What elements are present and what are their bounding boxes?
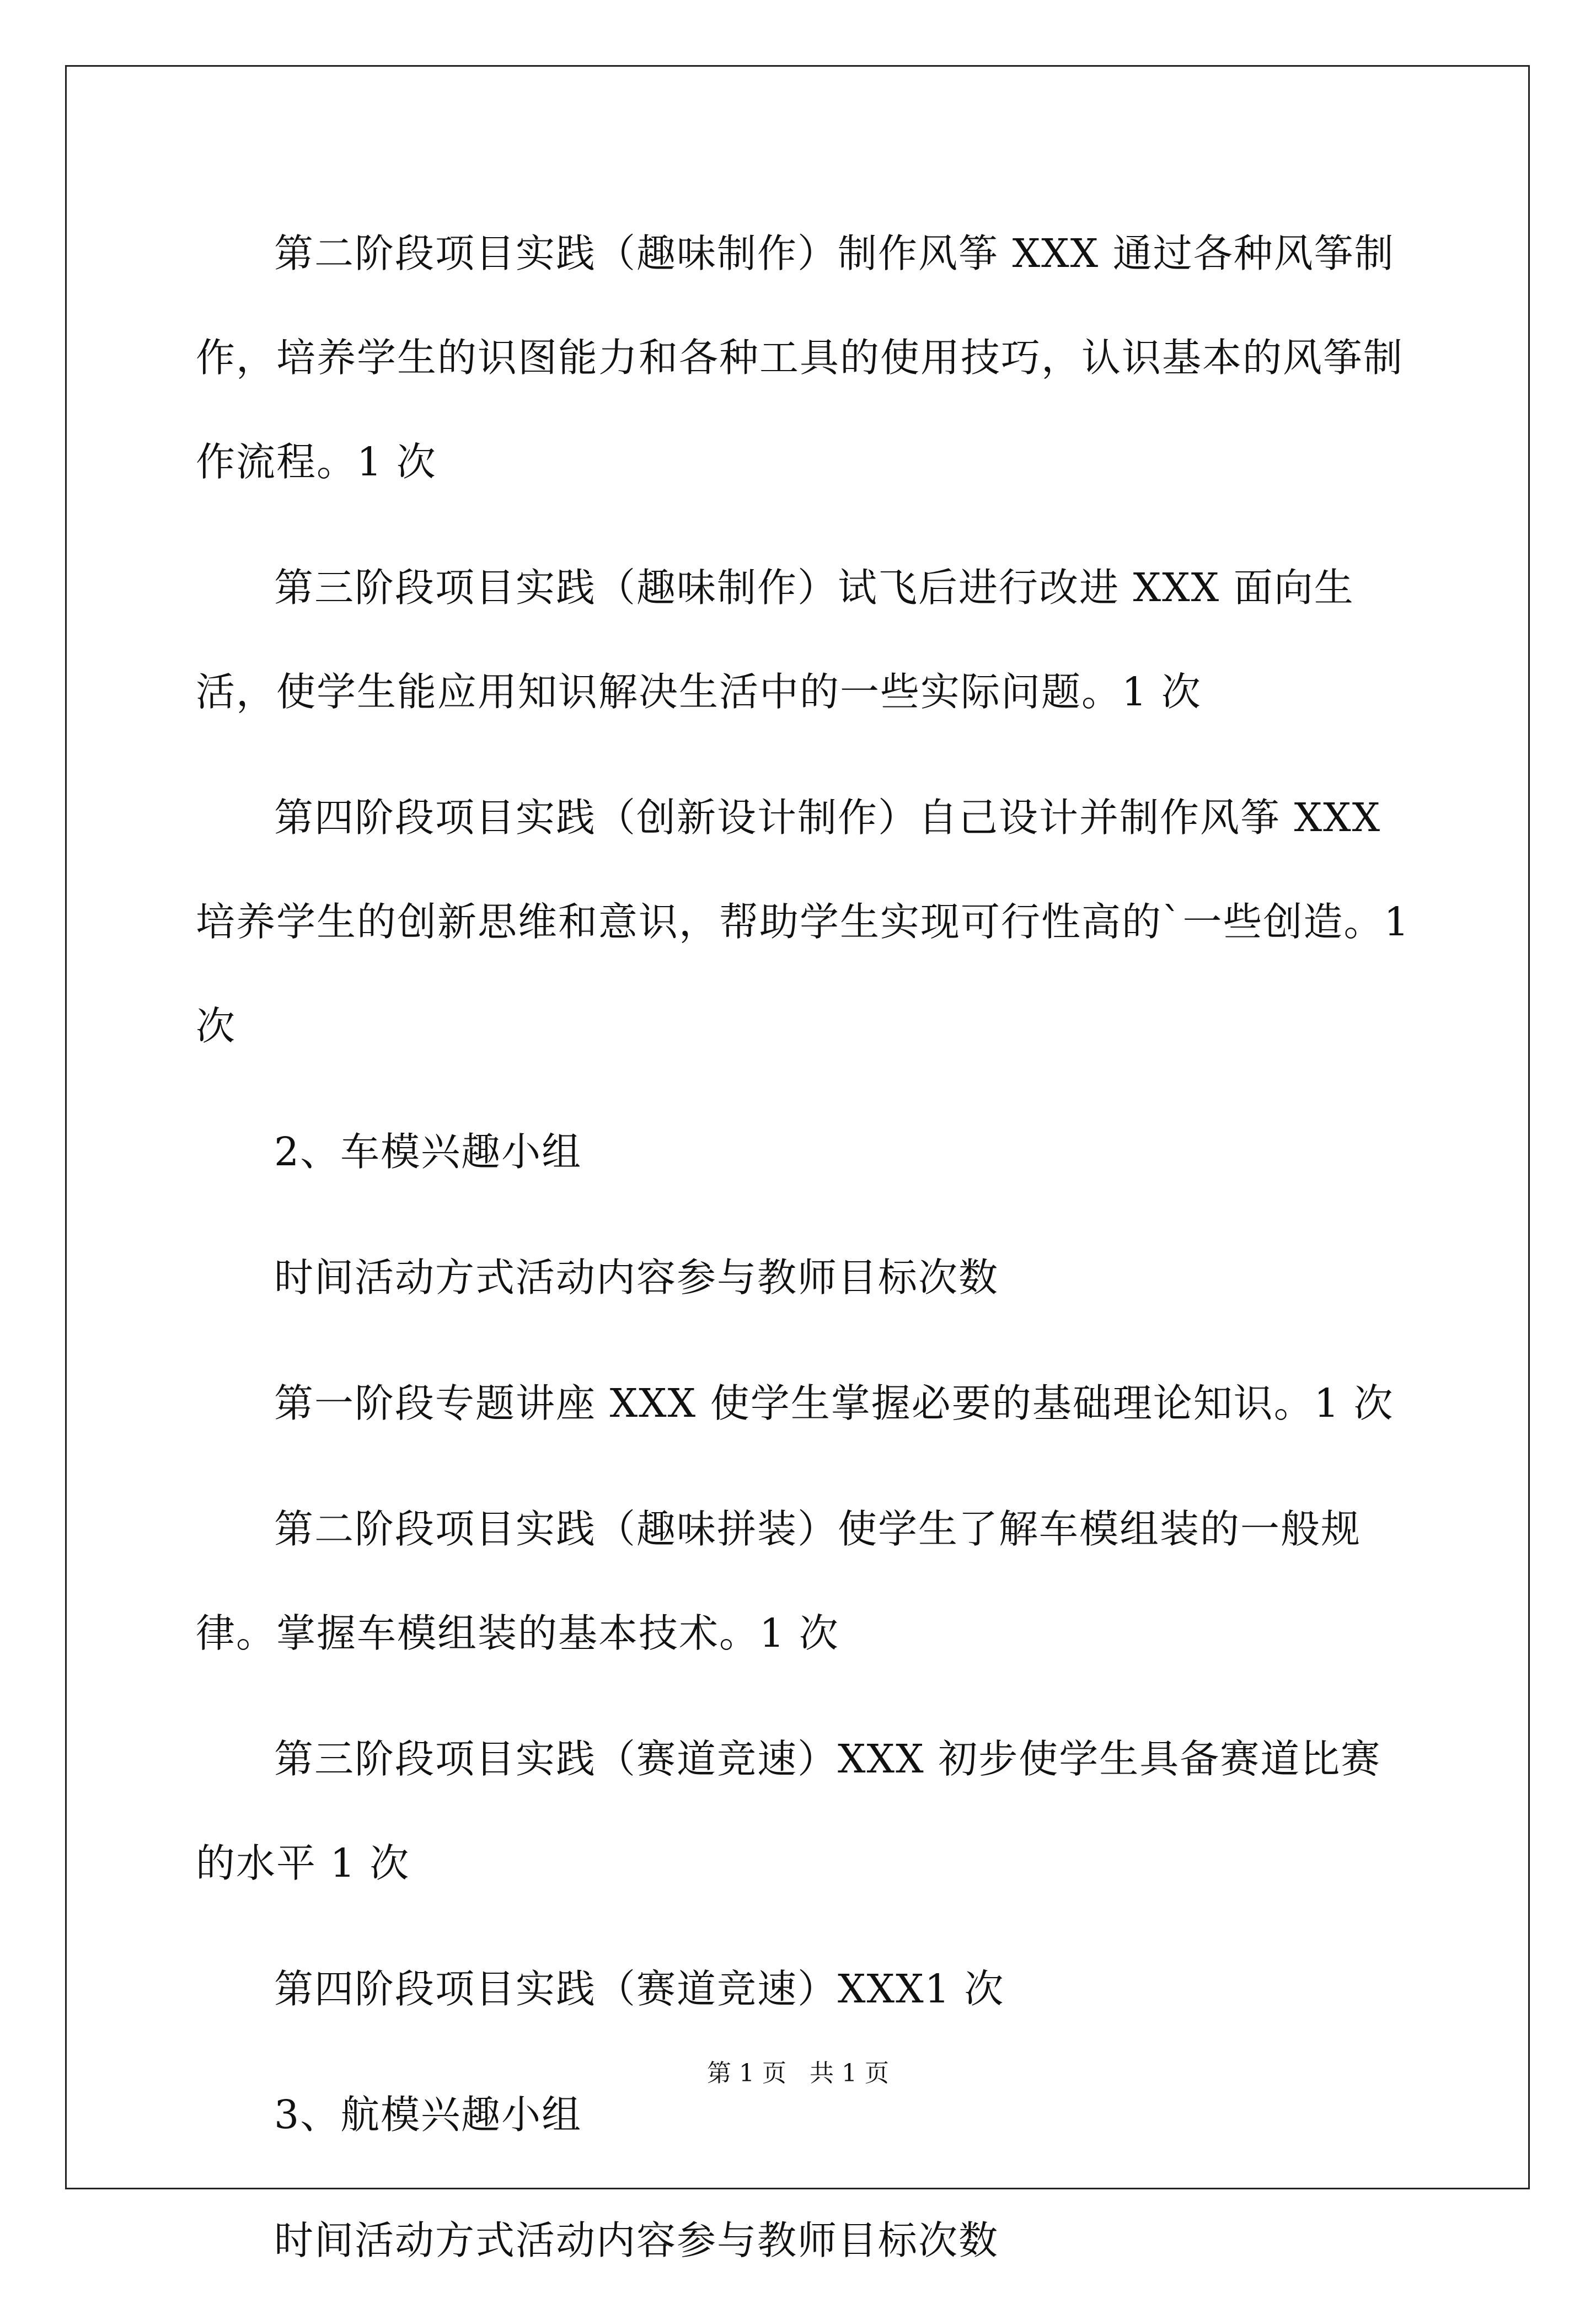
page-number-total: 共 1 页 xyxy=(810,2059,889,2087)
heading-car-model-group: 2、车模兴趣小组 xyxy=(274,1129,582,1175)
table-header-car-model: 时间活动方式活动内容参与教师目标次数 xyxy=(274,1255,999,1300)
paragraph-kite-stage-3: 第三阶段项目实践（趣味制作）试飞后进行改进 XXX 面向生活，使学生能应用知识解决生活中的一些实际问题。1 次 xyxy=(196,565,1354,715)
page-footer xyxy=(0,2057,1596,2090)
document-body xyxy=(196,201,1417,2314)
heading-aircraft-model-group: 3、航模兴趣小组 xyxy=(274,2092,582,2138)
paragraph-kite-stage-2: 第二阶段项目实践（趣味制作）制作风筝 XXX 通过各种风筝制作，培养学生的识图能力和各种工具的使用技巧，认识基本的风筝制作流程。1 次 xyxy=(196,231,1404,485)
page-number-current: 第 1 页 xyxy=(707,2059,786,2087)
paragraph-car-stage-1: 第一阶段专题讲座 XXX 使学生掌握必要的基础理论知识。1 次 xyxy=(274,1380,1394,1426)
paragraph-kite-stage-4: 第四阶段项目实践（创新设计制作）自己设计并制作风筝 XXX 培养学生的创新思维和意识，帮助学生实现可行性高的`一些创造。1 次 xyxy=(196,795,1410,1049)
table-header-aircraft-model: 时间活动方式活动内容参与教师目标次数 xyxy=(274,2217,999,2263)
paragraph-car-stage-4: 第四阶段项目实践（赛道竞速）XXX1 次 xyxy=(274,1966,1005,2012)
paragraph-car-stage-2: 第二阶段项目实践（趣味拼装）使学生了解车模组装的一般规律。掌握车模组装的基本技术。1 次 xyxy=(196,1506,1362,1656)
paragraph-car-stage-3: 第三阶段项目实践（赛道竞速）XXX 初步使学生具备赛道比赛的水平 1 次 xyxy=(196,1736,1381,1886)
